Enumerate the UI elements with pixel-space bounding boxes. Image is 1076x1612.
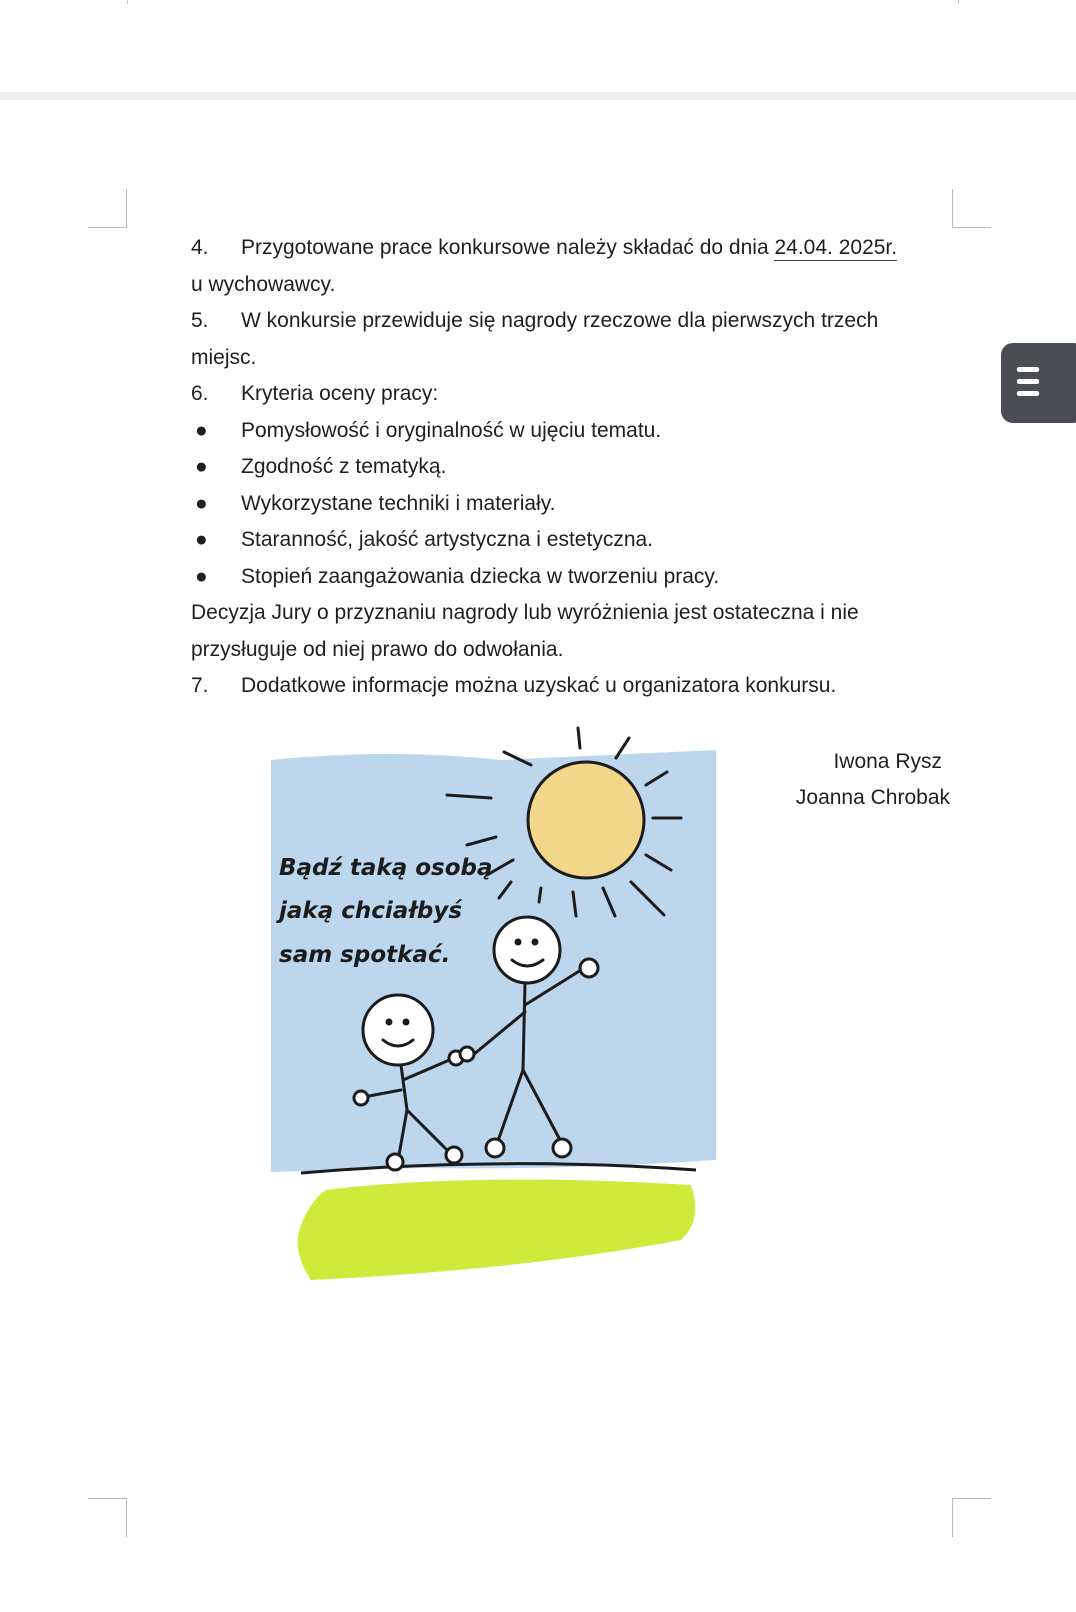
decision-line: przysługuje od niej prawo do odwołania. bbox=[191, 637, 564, 661]
item-number: 5. bbox=[191, 309, 209, 332]
bullet-icon: ● bbox=[195, 455, 208, 478]
margin-corner-top-right bbox=[952, 189, 991, 228]
signature-name: Joanna Chrobak bbox=[795, 786, 950, 809]
item-number: 7. bbox=[191, 674, 209, 697]
illustration-drawing bbox=[271, 720, 716, 1280]
item-7 bbox=[191, 668, 981, 705]
illustration-caption: Bądź taką osobą bbox=[279, 855, 493, 881]
illustration-caption: sam spotkać. bbox=[279, 942, 451, 968]
bullet-icon: ● bbox=[195, 564, 208, 588]
criteria-item bbox=[191, 522, 981, 559]
item-6 bbox=[191, 376, 981, 413]
grass bbox=[298, 1180, 696, 1280]
criteria-text: Staranność, jakość artystyczna i estetyczna. bbox=[241, 528, 654, 551]
page-separator bbox=[0, 92, 1076, 100]
illustration bbox=[271, 720, 716, 1280]
item-text: Kryteria oceny pracy: bbox=[241, 382, 439, 405]
criteria-item bbox=[191, 486, 981, 523]
criteria-item bbox=[191, 449, 981, 486]
scroll-handle[interactable] bbox=[1001, 343, 1076, 423]
ruler-tick bbox=[127, 0, 128, 4]
criteria-item bbox=[191, 413, 981, 450]
illustration-caption: jaką chciałbyś bbox=[279, 898, 463, 924]
bullet-icon: ● bbox=[195, 491, 208, 515]
bullet-icon: ● bbox=[195, 418, 208, 442]
decision-line: Decyzja Jury o przyznaniu nagrody lub wyróżnienia jest ostateczna i nie bbox=[191, 601, 859, 624]
item-number: 4. bbox=[191, 236, 209, 259]
criteria-text: Zgodność z tematyką. bbox=[241, 455, 447, 478]
item-4 bbox=[191, 230, 981, 267]
item-4-continuation: u wychowawcy. bbox=[191, 272, 336, 296]
signature-name: Iwona Rysz bbox=[833, 750, 942, 773]
criteria-text: Pomysłowość i oryginalność w ujęciu tematu. bbox=[241, 418, 662, 442]
item-number: 6. bbox=[191, 382, 209, 405]
item-text: Dodatkowe informacje można uzyskać u organizatora konkursu. bbox=[241, 674, 837, 697]
criteria-text: Wykorzystane techniki i materiały. bbox=[241, 491, 556, 515]
criteria-item bbox=[191, 559, 981, 596]
margin-corner-bottom-right bbox=[952, 1498, 991, 1537]
item-5 bbox=[191, 303, 981, 340]
item-text: W konkursie przewiduje się nagrody rzeczowe dla pierwszych trzech bbox=[241, 309, 879, 332]
document-body bbox=[191, 230, 981, 705]
item-5-continuation: miejsc. bbox=[191, 345, 257, 369]
margin-corner-bottom-left bbox=[88, 1498, 127, 1537]
criteria-text: Stopień zaangażowania dziecka w tworzeniu pracy. bbox=[241, 564, 720, 588]
bullet-icon: ● bbox=[195, 528, 208, 551]
margin-corner-top-left bbox=[88, 189, 127, 228]
item-text: Przygotowane prace konkursowe należy składać do dnia bbox=[241, 236, 775, 259]
top-strip bbox=[0, 0, 1076, 92]
deadline-date: 24.04. 2025r. bbox=[774, 236, 898, 259]
ruler-tick bbox=[958, 0, 959, 4]
